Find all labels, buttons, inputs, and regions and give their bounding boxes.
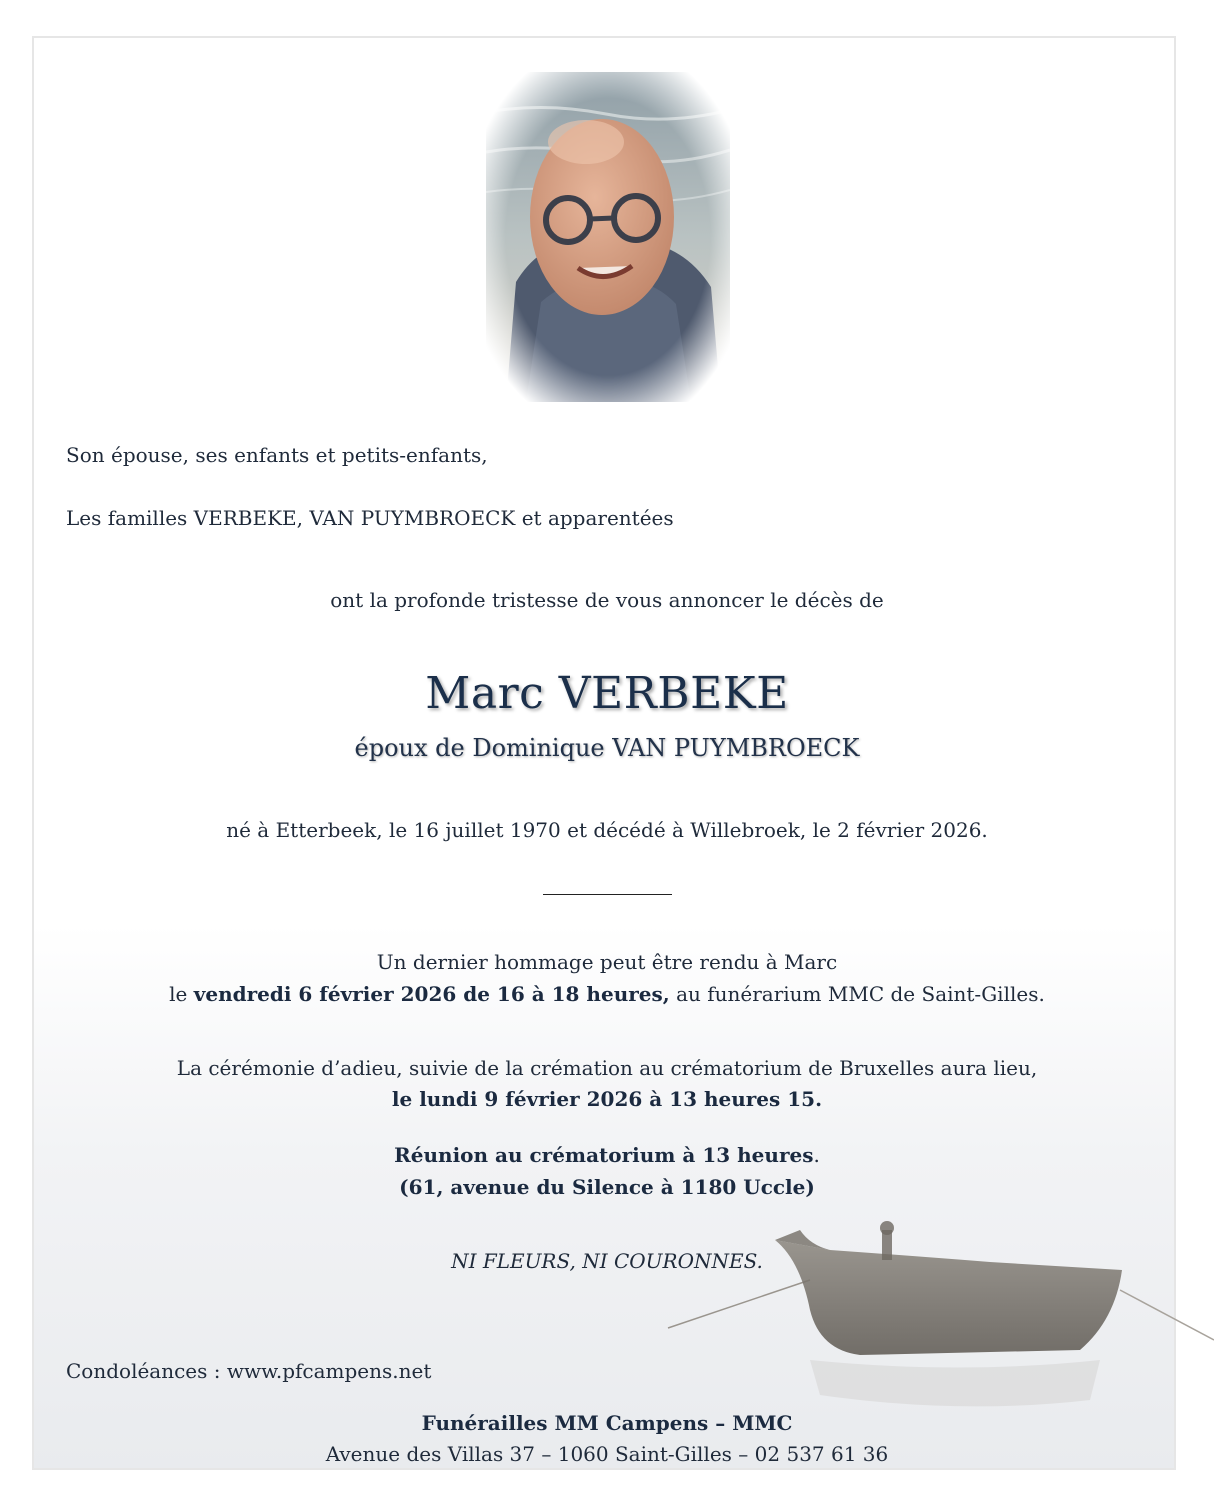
ceremony-line-2	[0, 1086, 1214, 1112]
divider	[543, 894, 672, 895]
ceremony-datetime: le lundi 9 février 2026 à 13 heures 15.	[391, 1087, 823, 1111]
birth-death-dates: né à Etterbeek, le 16 juillet 1970 et décédé à Willebroek, le 2 février 2026.	[226, 818, 988, 842]
funeral-home-name	[0, 1410, 1214, 1436]
portrait-photo	[486, 72, 730, 402]
tribute-line-1: Un dernier hommage peut être rendu à Marc	[376, 950, 838, 974]
meeting-time: Réunion au crématorium à 13 heures	[394, 1143, 814, 1167]
tribute-datetime: vendredi 6 février 2026 de 16 à 18 heures,	[193, 982, 670, 1006]
spouse-line: époux de Dominique VAN PUYMBROECK	[354, 734, 860, 762]
meeting-address: (61, avenue du Silence à 1180 Uccle)	[399, 1175, 815, 1199]
meeting-period: .	[813, 1143, 820, 1167]
boat-illustration	[660, 1200, 1214, 1440]
families-line: Les familles VERBEKE, VAN PUYMBROECK et apparentées	[66, 506, 674, 530]
no-flowers-notice: NI FLEURS, NI COURONNES.	[451, 1249, 763, 1273]
funeral-home-address: Avenue des Villas 37 – 1060 Saint-Gilles – 02 537 61 36	[325, 1442, 889, 1466]
meeting-line-2	[0, 1174, 1214, 1200]
tribute-location: au funérarium MMC de Saint-Gilles.	[669, 982, 1045, 1006]
deceased-name: Marc VERBEKE	[425, 668, 789, 719]
tribute-prefix: le	[169, 982, 194, 1006]
family-line: Son épouse, ses enfants et petits-enfants,	[66, 443, 488, 467]
ceremony-line-1: La cérémonie d’adieu, suivie de la crémation au crématorium de Bruxelles aura lieu,	[176, 1056, 1038, 1080]
meeting-line-1	[0, 1142, 1214, 1168]
condolences-link[interactable]: Condoléances : www.pfcampens.net	[66, 1359, 432, 1383]
tribute-line-2	[0, 981, 1214, 1007]
funeral-home-title: Funérailles MM Campens – MMC	[421, 1411, 793, 1435]
announcement-line: ont la profonde tristesse de vous annoncer le décès de	[330, 588, 884, 612]
